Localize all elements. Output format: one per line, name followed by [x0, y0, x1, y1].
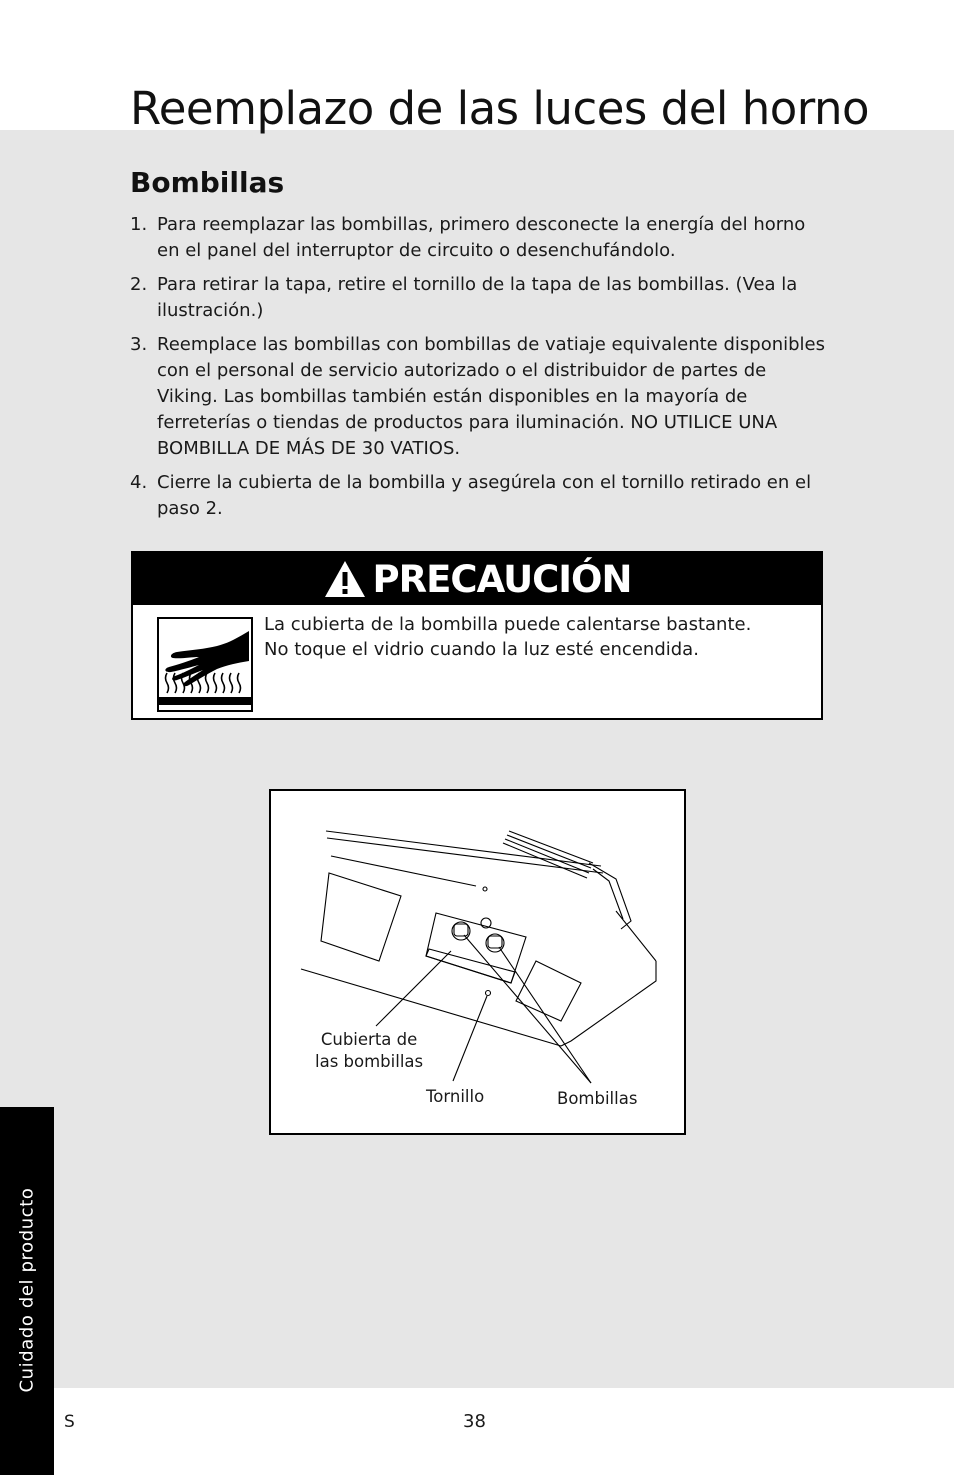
caution-line-2: No toque el vidrio cuando la luz esté encendida. [264, 639, 699, 660]
step-text: Cierre la cubierta de la bombilla y asegúrela con el tornillo retirado en el paso 2. [157, 472, 812, 519]
oven-ceiling-drawing [271, 791, 684, 1133]
step-number: 1. [130, 214, 148, 235]
step-number: 4. [130, 472, 148, 493]
step-text: Reemplace las bombillas con bombillas de vatiaje equivalente disponibles con el personal de servicio autorizado o el distribuidor de partes de Viking. Las bombillas también están disponibles en la mayoría de ferreterías o tiendas de productos para iluminación. NO UTILICE UNA BOMBILLA DE MÁS DE 30 VATIOS. [157, 334, 826, 459]
section-title: Bombillas [130, 166, 285, 199]
page-number: 38 [463, 1411, 486, 1432]
cover-label-line-1: Cubierta de [320, 1030, 418, 1049]
cover-label [315, 1029, 423, 1073]
hot-surface-hand-icon [157, 617, 253, 712]
list-item [130, 332, 830, 462]
side-tab-label: Cuidado del producto [16, 1187, 38, 1393]
list-item [130, 470, 830, 522]
caution-header [133, 553, 821, 605]
step-text: Para retirar la tapa, retire el tornillo de la tapa de las bombillas. (Vea la ilustración.) [157, 274, 798, 321]
screw-label: Tornillo [426, 1087, 485, 1106]
list-item [130, 272, 830, 324]
steps-list [130, 212, 830, 530]
step-number: 2. [130, 274, 148, 295]
list-item [130, 212, 830, 264]
step-number: 3. [130, 334, 148, 355]
caution-line-1: La cubierta de la bombilla puede calentarse bastante. [264, 614, 752, 635]
warning-triangle-icon [323, 559, 367, 599]
cover-label-line-2: las bombillas [315, 1052, 424, 1071]
bulbs-label: Bombillas [557, 1089, 638, 1108]
caution-box [131, 551, 823, 720]
caution-text [264, 612, 804, 662]
step-text: Para reemplazar las bombillas, primero desconecte la energía del horno en el panel del interruptor de circuito o desenchufándolo. [157, 214, 806, 261]
bulb-illustration [269, 789, 686, 1135]
caution-heading: PRECAUCIÓN [372, 557, 632, 601]
footer-language-letter: S [64, 1412, 75, 1432]
page-title: Reemplazo de las luces del horno [130, 82, 870, 135]
